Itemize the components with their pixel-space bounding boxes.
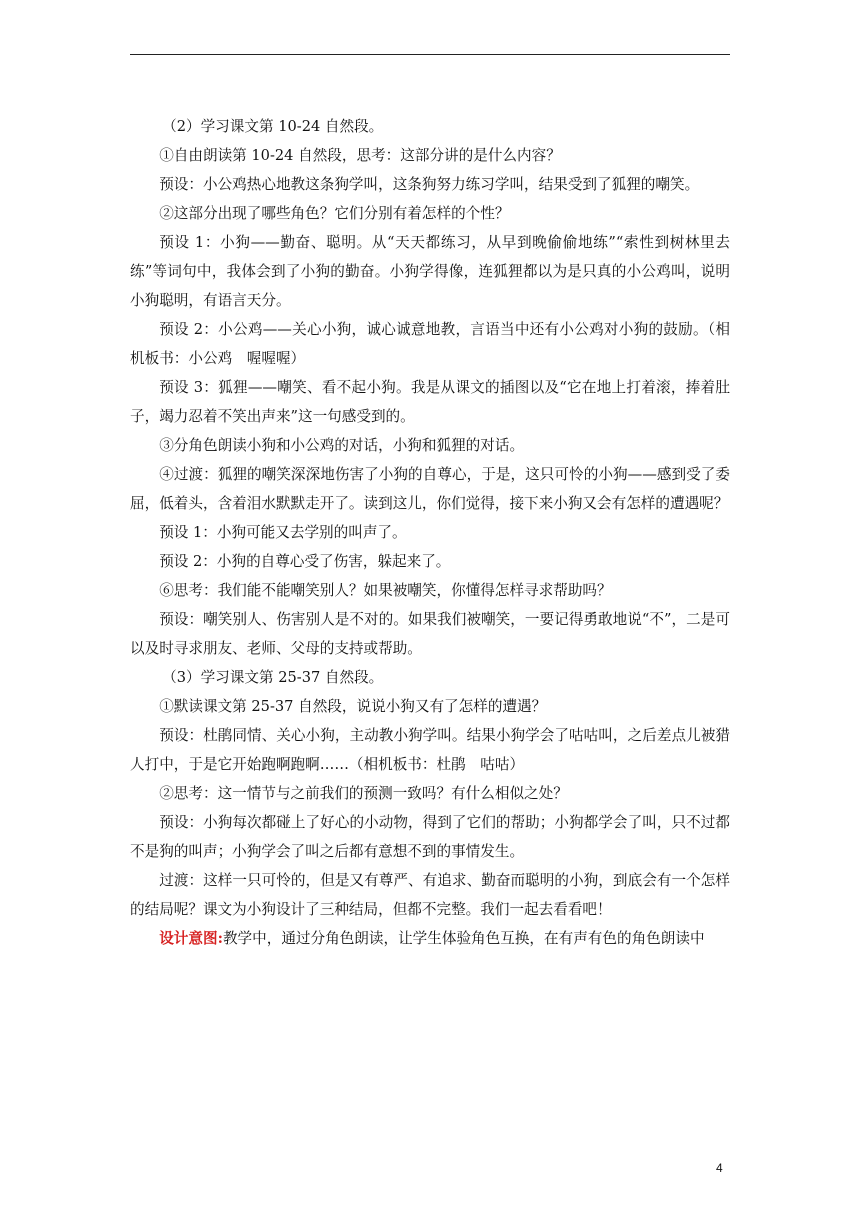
paragraph: 预设 2：小公鸡——关心小狗，诚心诚意地教，言语当中还有小公鸡对小狗的鼓励。（相机板书：小公鸡 喔喔喔） — [130, 321, 730, 367]
paragraph: ①默读课文第 25-37 自然段，说说小狗又有了怎样的遭遇？ — [159, 698, 547, 715]
paragraph: ④过渡：狐狸的嘲笑深深地伤害了小狗的自尊心，于是，这只可怜的小狗——感到受了委屈，低着头，含着泪水默默走开了。读到这儿，你们觉得，接下来小狗又会有怎样的遭遇呢？ — [130, 466, 730, 512]
paragraph: 预设 3：狐狸——嘲笑、看不起小狗。我是从课文的插图以及“它在地上打着滚，捧着肚子，竭力忍着不笑出声来”这一句感受到的。 — [130, 379, 730, 425]
paragraph: 预设 2：小狗的自尊心受了伤害，躲起来了。 — [159, 553, 451, 570]
paragraph: ②思考：这一情节与之前我们的预测一致吗？有什么相似之处？ — [159, 785, 568, 802]
paragraph: （2）学习课文第 10-24 自然段。 — [162, 118, 384, 135]
paragraph: ⑥思考：我们能不能嘲笑别人？如果被嘲笑，你懂得怎样寻求帮助吗？ — [159, 582, 612, 599]
paragraph: ②这部分出现了哪些角色？它们分别有着怎样的个性？ — [159, 205, 510, 222]
paragraph: 过渡：这样一只可怜的，但是又有尊严、有追求、勤奋而聪明的小狗，到底会有一个怎样的结局呢？课文为小狗设计了三种结局，但都不完整。我们一起去看看吧！ — [130, 872, 730, 918]
paragraph: （3）学习课文第 25-37 自然段。 — [162, 669, 384, 686]
paragraph: 预设：小公鸡热心地教这条狗学叫，这条狗努力练习学叫，结果受到了狐狸的嘲笑。 — [159, 176, 700, 193]
paragraph: 预设：杜鹃同情、关心小狗，主动教小狗学叫。结果小狗学会了咕咕叫，之后差点儿被猎人打中，于是它开始跑啊跑啊……（相机板书：杜鹃 咕咕） — [130, 727, 730, 773]
page-number: 4 — [716, 1161, 723, 1175]
document-body — [130, 112, 730, 953]
design-intent-label: 设计意图: — [159, 930, 223, 947]
design-intent-text: 教学中，通过分角色朗读，让学生体验角色互换，在有声有色的角色朗读中 — [222, 930, 705, 947]
paragraph: ③分角色朗读小狗和小公鸡的对话，小狗和狐狸的对话。 — [159, 437, 525, 454]
paragraph: ①自由朗读第 10-24 自然段，思考：这部分讲的是什么内容？ — [159, 147, 561, 164]
paragraph: 预设 1：小狗——勤奋、聪明。从“天天都练习，从早到晚偷偷地练”“索性到树林里去练”等词句中，我体会到了小狗的勤奋。小狗学得像，连狐狸都以为是只真的小公鸡叫，说明小狗聪明，有语言天分。 — [130, 234, 730, 309]
paragraph: 预设 1：小狗可能又去学别的叫声了。 — [159, 524, 407, 541]
header-rule — [130, 54, 730, 55]
paragraph: 预设：嘲笑别人、伤害别人是不对的。如果我们被嘲笑，一要记得勇敢地说“不”，二是可以及时寻求朋友、老师、父母的支持或帮助。 — [130, 611, 730, 657]
design-intent-paragraph — [130, 924, 730, 953]
paragraph: 预设：小狗每次都碰上了好心的小动物，得到了它们的帮助；小狗都学会了叫，只不过都不是狗的叫声；小狗学会了叫之后都有意想不到的事情发生。 — [130, 814, 730, 860]
